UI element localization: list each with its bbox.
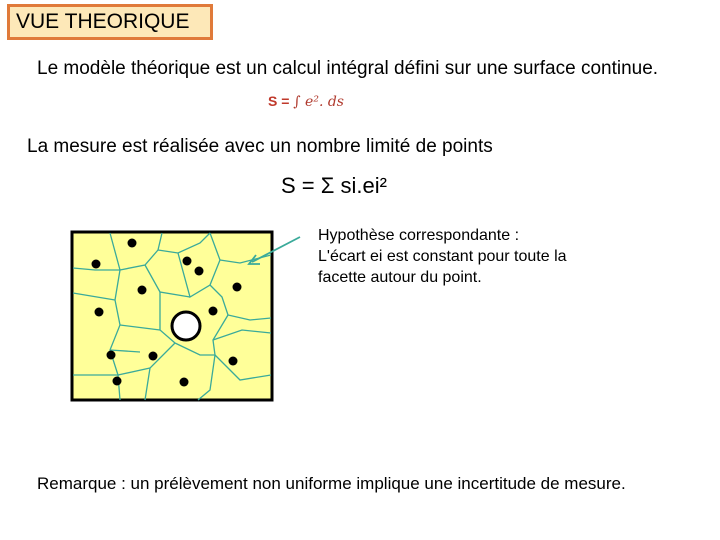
- sample-point: [233, 283, 242, 292]
- sample-point: [107, 351, 116, 360]
- intro-text: Le modèle théorique est un calcul intégral défini sur une surface continue.: [37, 58, 659, 79]
- sample-point: [209, 307, 218, 316]
- sample-point: [113, 377, 122, 386]
- remark-text: Remarque : un prélèvement non uniforme implique une incertitude de mesure.: [37, 474, 626, 493]
- sample-point: [128, 239, 137, 248]
- hypothesis-line-1: Hypothèse correspondante :: [318, 227, 520, 244]
- integral-lhs: S =: [268, 93, 290, 109]
- sample-point: [180, 378, 189, 387]
- sample-point: [195, 267, 204, 276]
- sum-formula: S = Σ si.ei²: [281, 173, 387, 198]
- hypothesis-line-3: facette autour du point.: [318, 269, 482, 286]
- sample-point: [183, 257, 192, 266]
- hypothesis-line-2: L'écart ei est constant pour toute la: [318, 248, 567, 265]
- sample-point: [92, 260, 101, 269]
- measure-text: La mesure est réalisée avec un nombre limité de points: [27, 136, 493, 157]
- page-title: VUE THEORIQUE: [16, 10, 190, 33]
- sample-point: [149, 352, 158, 361]
- sample-point: [229, 357, 238, 366]
- integral-rhs: ∫ e². ds: [293, 94, 344, 110]
- highlighted-point: [172, 312, 200, 340]
- sample-point: [95, 308, 104, 317]
- sample-point: [138, 286, 147, 295]
